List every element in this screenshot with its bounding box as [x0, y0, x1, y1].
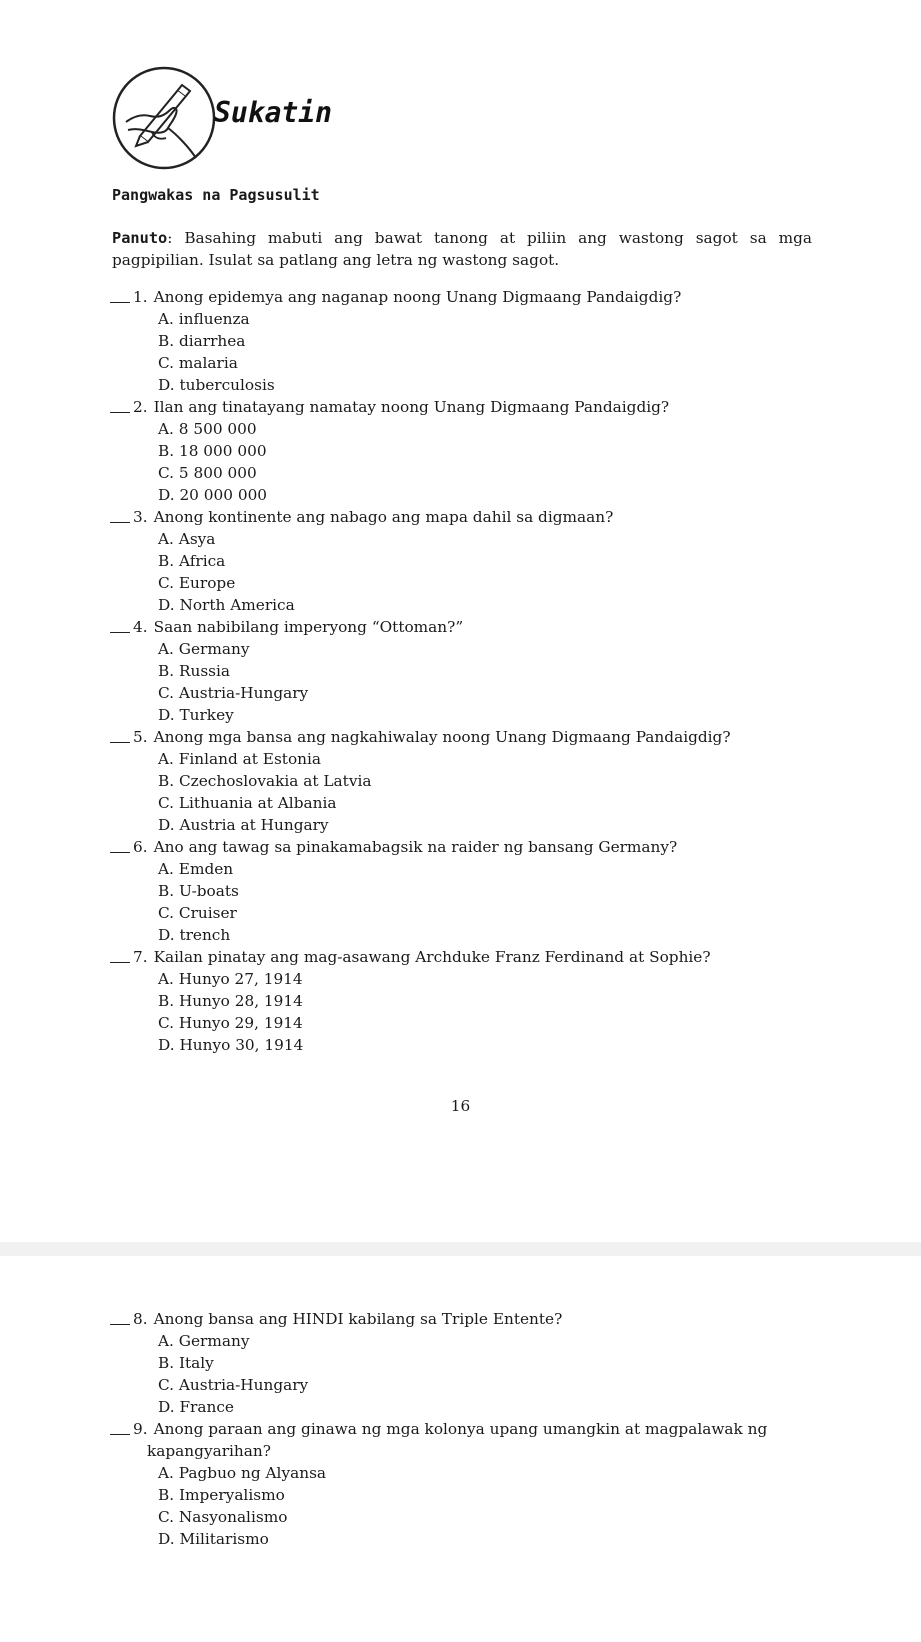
hand-writing-pencil-icon: [112, 66, 222, 172]
answer-option: D. Turkey: [158, 706, 234, 724]
question-text: Saan nabibilang imperyong “Ottoman?”: [153, 618, 464, 636]
answer-option: D. France: [158, 1398, 234, 1416]
question-number: 8.: [133, 1310, 148, 1328]
question-item: [110, 396, 830, 506]
answer-option: C. Austria-Hungary: [158, 1376, 309, 1394]
answer-option: A. Asya: [158, 530, 216, 548]
question-row: [110, 286, 830, 308]
answer-option: C. Cruiser: [158, 904, 237, 922]
answer-option: A. Germany: [158, 640, 250, 658]
question-text: Anong epidemya ang naganap noong Unang Digmaang Pandaigdig?: [153, 288, 682, 306]
answer-option: B. 18 000 000: [158, 442, 267, 460]
answer-option: C. Austria-Hungary: [158, 684, 309, 702]
answer-option: B. Czechoslovakia at Latvia: [158, 772, 372, 790]
page-number: 16: [450, 1097, 471, 1115]
question-number: 6.: [133, 838, 148, 856]
answer-option: B. Africa: [158, 552, 226, 570]
answer-blank[interactable]: [110, 616, 130, 633]
answer-option: D. Austria at Hungary: [158, 816, 329, 834]
answer-option: B. Italy: [158, 1354, 214, 1372]
question-item: [110, 946, 830, 1056]
question-number: 5.: [133, 728, 148, 746]
answer-option: D. 20 000 000: [158, 486, 268, 504]
answer-blank[interactable]: [110, 836, 130, 853]
question-text: Anong mga bansa ang nagkahiwalay noong Unang Digmaang Pandaigdig?: [153, 728, 731, 746]
instructions-label: Panuto: [112, 229, 168, 247]
question-row: [110, 1308, 830, 1330]
question-row: [110, 396, 830, 418]
answer-option: D. trench: [158, 926, 231, 944]
question-list: [110, 286, 830, 1056]
question-item: [110, 286, 830, 396]
question-item: [110, 506, 830, 616]
answer-option: B. Hunyo 28, 1914: [158, 992, 303, 1010]
answer-option: D. tuberculosis: [158, 376, 275, 394]
answer-option: C. 5 800 000: [158, 464, 257, 482]
question-text: Ano ang tawag sa pinakamabagsik na raider ng bansang Germany?: [153, 838, 678, 856]
question-number: 1.: [133, 288, 148, 306]
answer-option: B. Imperyalismo: [158, 1486, 285, 1504]
question-item: [110, 1418, 830, 1550]
answer-blank[interactable]: [110, 286, 130, 303]
answer-option: D. Militarismo: [158, 1530, 269, 1548]
question-number: 7.: [133, 948, 148, 966]
sukatin-banner: [112, 66, 332, 172]
question-row: [110, 836, 830, 858]
answer-blank[interactable]: [110, 1308, 130, 1325]
banner-title: Sukatin: [214, 96, 333, 129]
answer-option: A. Emden: [158, 860, 234, 878]
instructions: [112, 227, 812, 271]
question-text: Anong kontinente ang nabago ang mapa dahil sa digmaan?: [153, 508, 614, 526]
answer-option: C. Europe: [158, 574, 236, 592]
answer-blank[interactable]: [110, 726, 130, 743]
answer-option: A. Pagbuo ng Alyansa: [158, 1464, 327, 1482]
answer-blank[interactable]: [110, 396, 130, 413]
question-row: [110, 946, 830, 968]
answer-option: A. 8 500 000: [158, 420, 257, 438]
answer-blank[interactable]: [110, 946, 130, 963]
answer-option: A. Finland at Estonia: [158, 750, 322, 768]
page-separator: [0, 1242, 921, 1256]
answer-blank[interactable]: [110, 1418, 130, 1435]
question-row: [110, 1418, 830, 1440]
answer-option: D. North America: [158, 596, 295, 614]
answer-option: A. Hunyo 27, 1914: [158, 970, 303, 988]
question-text: Kailan pinatay ang mag-asawang Archduke Franz Ferdinand at Sophie?: [153, 948, 711, 966]
question-item: [110, 616, 830, 726]
question-number: 3.: [133, 508, 148, 526]
question-item: [110, 1308, 830, 1418]
answer-option: C. Lithuania at Albania: [158, 794, 337, 812]
question-text-continued: kapangyarihan?: [147, 1442, 271, 1460]
question-text: Ilan ang tinatayang namatay noong Unang Digmaang Pandaigdig?: [153, 398, 670, 416]
question-row: [110, 616, 830, 638]
question-item: [110, 836, 830, 946]
answer-option: C. malaria: [158, 354, 238, 372]
question-number: 9.: [133, 1420, 148, 1438]
exam-subtitle: Pangwakas na Pagsusulit: [112, 186, 320, 204]
question-text: Anong paraan ang ginawa ng mga kolonya upang umangkin at magpalawak ng: [153, 1420, 768, 1438]
answer-option: C. Hunyo 29, 1914: [158, 1014, 303, 1032]
answer-option: C. Nasyonalismo: [158, 1508, 288, 1526]
answer-option: B. diarrhea: [158, 332, 246, 350]
answer-option: B. U-boats: [158, 882, 239, 900]
question-row: [110, 726, 830, 748]
answer-option: B. Russia: [158, 662, 231, 680]
question-item: [110, 726, 830, 836]
answer-blank[interactable]: [110, 506, 130, 523]
question-row: [110, 506, 830, 528]
question-number: 4.: [133, 618, 148, 636]
question-number: 2.: [133, 398, 148, 416]
answer-option: A. Germany: [158, 1332, 250, 1350]
document-page-2: [0, 1256, 921, 1642]
question-text: Anong bansa ang HINDI kabilang sa Triple Entente?: [153, 1310, 563, 1328]
answer-option: A. influenza: [158, 310, 250, 328]
answer-option: D. Hunyo 30, 1914: [158, 1036, 304, 1054]
question-list: [110, 1308, 830, 1550]
instructions-text: : Basahing mabuti ang bawat tanong at piliin ang wastong sagot sa mga pagpipilian. Isulat sa patlang ang letra ng wastong sagot.: [112, 229, 812, 269]
